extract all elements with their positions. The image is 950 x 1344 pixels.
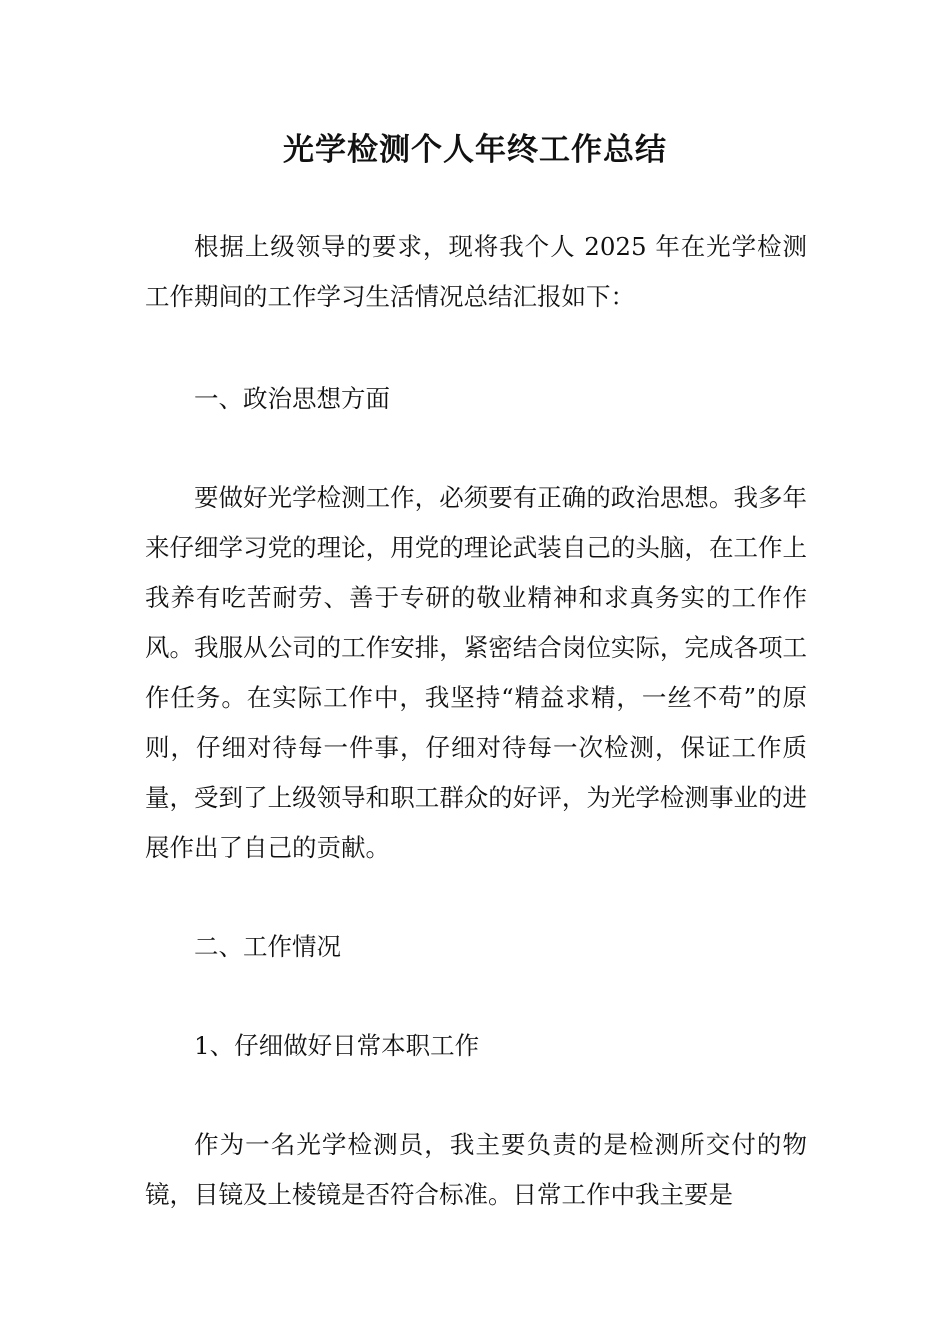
section-1-heading: 一、政治思想方面 bbox=[194, 384, 390, 413]
section-1-paragraph: 要做好光学检测工作，必须要有正确的政治思想。我多年来仔细学习党的理论，用党的理论武装自己的头脑，在工作上我养有吃苦耐劳、善于专研的敬业精神和求真务实的工作作风。我服从公司的工作安排，紧密结合岗位实际，完成各项工作任务。在实际工作中，我坚持“精益求精，一丝不苟”的原则，仔细对待每一件事，仔细对待每一次检测，保证工作质量，受到了上级领导和职工群众的好评，为光学检测事业的进展作出了自己的贡献。 bbox=[145, 483, 807, 862]
subsection-1-heading: 1、仔细做好日常本职工作 bbox=[194, 1031, 480, 1060]
section-2-heading: 二、工作情况 bbox=[194, 932, 341, 961]
subsection-1-paragraph: 作为一名光学检测员，我主要负责的是检测所交付的物镜，目镜及上棱镜是否符合标准。日常工作中我主要是 bbox=[145, 1130, 807, 1209]
intro-paragraph: 根据上级领导的要求，现将我个人 2025 年在光学检测工作期间的工作学习生活情况总结汇报如下： bbox=[145, 232, 807, 311]
document-title: 光学检测个人年终工作总结 bbox=[283, 132, 667, 168]
